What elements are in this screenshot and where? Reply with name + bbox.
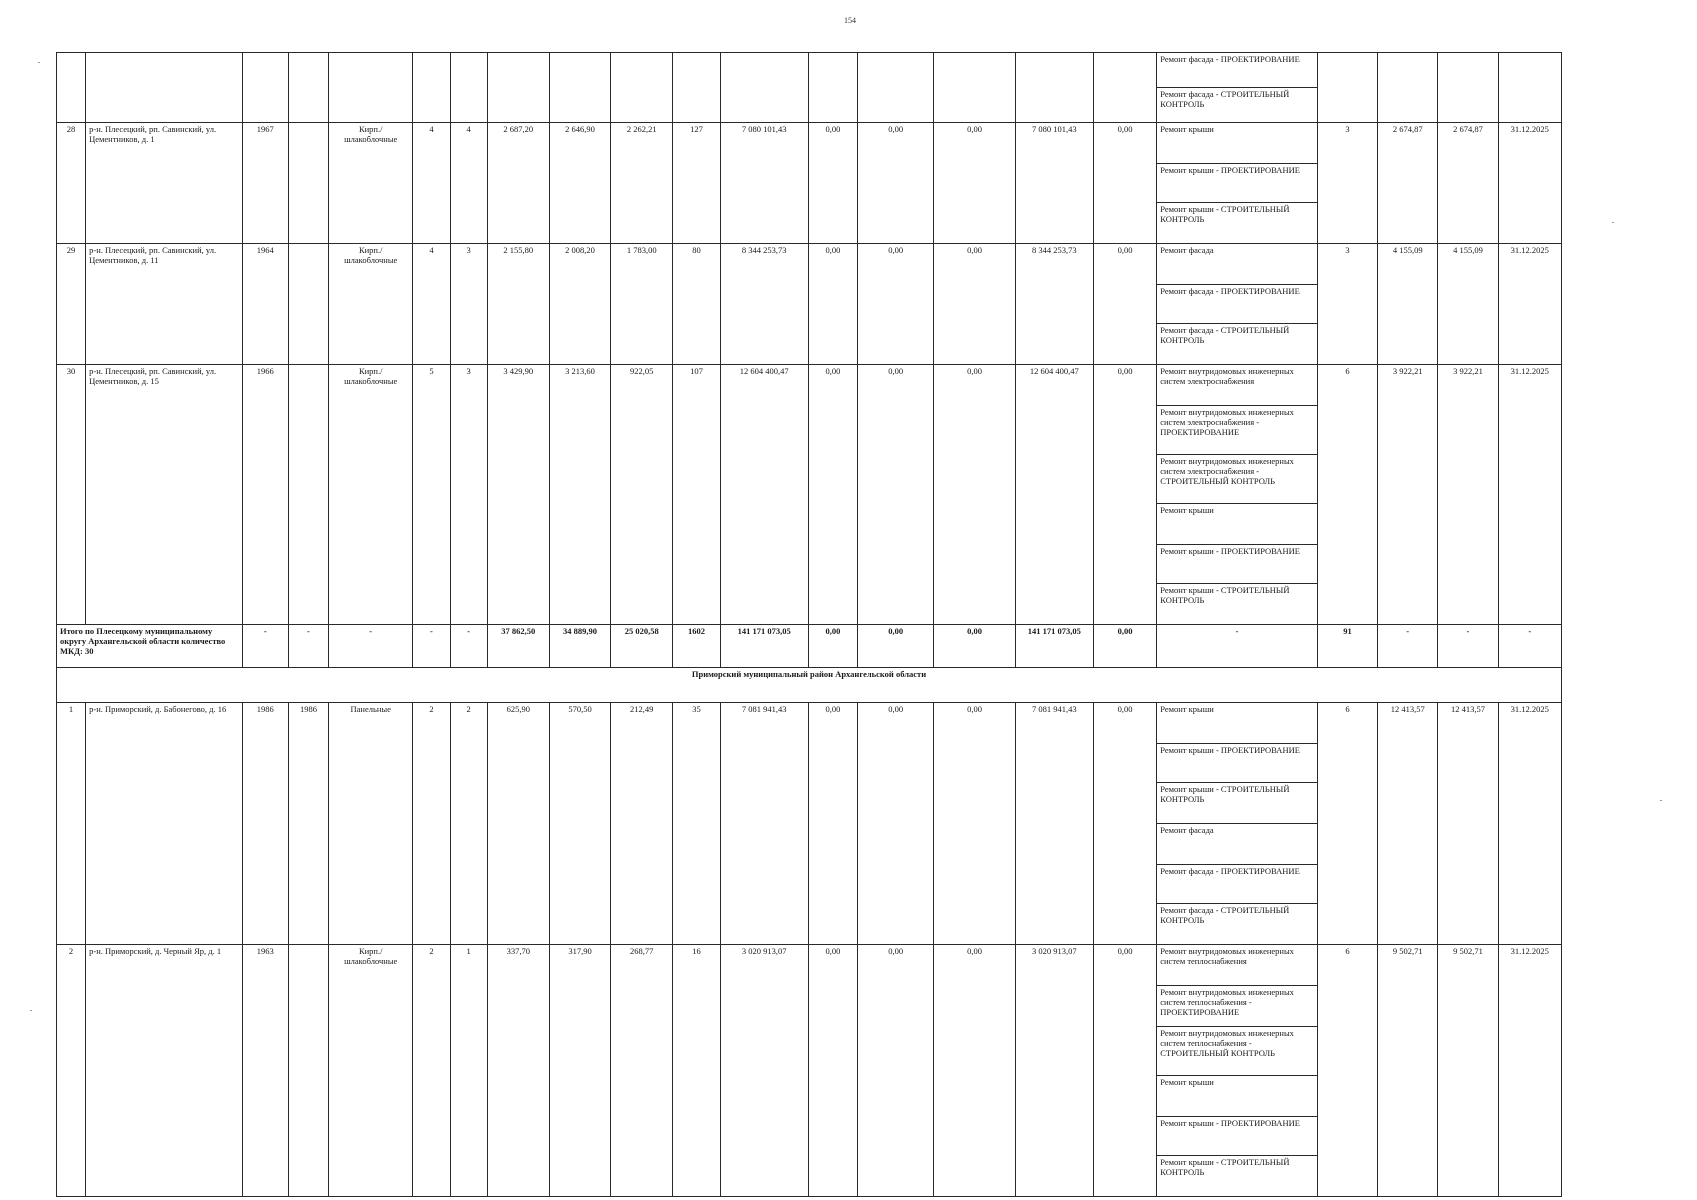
row-number: 2 [57, 945, 86, 1197]
total-dash: - [450, 625, 487, 668]
work-item: Ремонт фасада - ПРОЕКТИРОВАНИЕ [1157, 865, 1318, 904]
page-number: 154 [844, 16, 856, 25]
empty-cell [549, 53, 610, 123]
work-item: Ремонт крыши - ПРОЕКТИРОВАНИЕ [1157, 744, 1318, 783]
house-row [57, 244, 1562, 285]
work-item: Ремонт фасада - ПРОЕКТИРОВАНИЕ [1157, 53, 1318, 88]
area-living: 2 008,20 [549, 244, 610, 365]
fund-federal: 0,00 [808, 703, 857, 945]
residents: 107 [673, 365, 720, 625]
fund-owners: 7 080 101,43 [1015, 123, 1093, 244]
work-item: Ремонт фасада - ПРОЕКТИРОВАНИЕ [1157, 285, 1318, 324]
area-living: 317,90 [549, 945, 610, 1197]
cost-per-m2: 3 922,21 [1378, 365, 1438, 625]
empty-cell [487, 53, 549, 123]
work-item: Ремонт внутридомовых инженерных систем теплоснабжения - СТРОИТЕЛЬНЫЙ КОНТРОЛЬ [1157, 1027, 1318, 1076]
empty-cell [934, 53, 1015, 123]
area-total: 337,70 [487, 945, 549, 1197]
fund-municipal: 0,00 [934, 703, 1015, 945]
year-reconstructed [288, 365, 328, 625]
wall-material: Панельные [329, 703, 413, 945]
work-item: Ремонт крыши - СТРОИТЕЛЬНЫЙ КОНТРОЛЬ [1157, 783, 1318, 824]
entrances: 4 [450, 123, 487, 244]
limit-per-m2: 12 413,57 [1438, 703, 1498, 945]
fund-other: 0,00 [1093, 123, 1156, 244]
work-count: 6 [1317, 365, 1377, 625]
work-item: Ремонт крыши [1157, 703, 1318, 744]
fund-regional: 0,00 [858, 703, 934, 945]
cost-total: 3 020 913,07 [720, 945, 808, 1197]
work-item: Ремонт крыши [1157, 504, 1318, 545]
year-built: 1963 [242, 945, 288, 1197]
work-item: Ремонт внутридомовых инженерных систем теплоснабжения [1157, 945, 1318, 986]
total-work-dash: - [1157, 625, 1318, 668]
empty-cell [57, 53, 86, 123]
empty-cell [1015, 53, 1093, 123]
total-area-living: 34 889,90 [549, 625, 610, 668]
empty-cell [242, 53, 288, 123]
work-count: 3 [1317, 123, 1377, 244]
deadline: 31.12.2025 [1498, 123, 1561, 244]
fund-regional: 0,00 [858, 945, 934, 1197]
empty-cell [720, 53, 808, 123]
address: р-н. Плесецкий, рп. Савинский, ул. Цементников, д. 11 [86, 244, 243, 365]
cost-total: 7 080 101,43 [720, 123, 808, 244]
entrances: 3 [450, 365, 487, 625]
work-item: Ремонт крыши - СТРОИТЕЛЬНЫЙ КОНТРОЛЬ [1157, 584, 1318, 625]
empty-cell [450, 53, 487, 123]
cost-per-m2: 2 674,87 [1378, 123, 1438, 244]
limit-per-m2: 9 502,71 [1438, 945, 1498, 1197]
total-dash: - [1378, 625, 1438, 668]
fund-other: 0,00 [1093, 703, 1156, 945]
year-reconstructed [288, 945, 328, 1197]
area-total: 2 687,20 [487, 123, 549, 244]
wall-material: Кирп./ шлакоблочные [329, 945, 413, 1197]
fund-federal: 0,00 [808, 244, 857, 365]
limit-per-m2: 4 155,09 [1438, 244, 1498, 365]
cost-total: 12 604 400,47 [720, 365, 808, 625]
area-total: 625,90 [487, 703, 549, 945]
address: р-н. Плесецкий, рп. Савинский, ул. Цементников, д. 1 [86, 123, 243, 244]
work-item: Ремонт фасада [1157, 824, 1318, 865]
work-item: Ремонт внутридомовых инженерных систем электроснабжения - СТРОИТЕЛЬНЫЙ КОНТРОЛЬ [1157, 455, 1318, 504]
empty-cell [1438, 53, 1498, 123]
fund-municipal: 0,00 [934, 123, 1015, 244]
year-reconstructed [288, 244, 328, 365]
total-fund-other: 0,00 [1093, 625, 1156, 668]
area-living: 2 646,90 [549, 123, 610, 244]
work-count: 3 [1317, 244, 1377, 365]
total-row [57, 625, 1562, 668]
cost-per-m2: 4 155,09 [1378, 244, 1438, 365]
work-count: 6 [1317, 703, 1377, 945]
section-row [57, 668, 1562, 703]
fund-regional: 0,00 [858, 123, 934, 244]
work-item: Ремонт фасада - СТРОИТЕЛЬНЫЙ КОНТРОЛЬ [1157, 88, 1318, 123]
work-item: Ремонт крыши - СТРОИТЕЛЬНЫЙ КОНТРОЛЬ [1157, 203, 1318, 244]
fund-owners: 12 604 400,47 [1015, 365, 1093, 625]
house-row [57, 703, 1562, 744]
fund-federal: 0,00 [808, 365, 857, 625]
residents: 16 [673, 945, 720, 1197]
residents: 35 [673, 703, 720, 945]
area-owned: 268,77 [611, 945, 673, 1197]
total-fund-owners: 141 171 073,05 [1015, 625, 1093, 668]
total-dash: - [288, 625, 328, 668]
fund-federal: 0,00 [808, 123, 857, 244]
row-number: 1 [57, 703, 86, 945]
fund-other: 0,00 [1093, 365, 1156, 625]
year-reconstructed: 1986 [288, 703, 328, 945]
work-item: Ремонт крыши [1157, 123, 1318, 164]
total-dash: - [1498, 625, 1561, 668]
total-cost-total: 141 171 073,05 [720, 625, 808, 668]
fund-other: 0,00 [1093, 945, 1156, 1197]
deadline: 31.12.2025 [1498, 703, 1561, 945]
floors: 5 [413, 365, 450, 625]
cost-per-m2: 12 413,57 [1378, 703, 1438, 945]
fund-municipal: 0,00 [934, 244, 1015, 365]
total-label: Итого по Плесецкому муниципальному округу Архангельской области количество МКД: 30 [57, 625, 243, 668]
cost-per-m2: 9 502,71 [1378, 945, 1438, 1197]
wall-material: Кирп./ шлакоблочные [329, 365, 413, 625]
floors: 4 [413, 123, 450, 244]
year-built: 1986 [242, 703, 288, 945]
row-number: 29 [57, 244, 86, 365]
fund-federal: 0,00 [808, 945, 857, 1197]
total-fund-reg: 0,00 [858, 625, 934, 668]
total-dash: - [329, 625, 413, 668]
total-dash: - [1438, 625, 1498, 668]
scan-speck [1660, 800, 1662, 801]
address: р-н. Приморский, д. Черный Яр, д. 1 [86, 945, 243, 1197]
area-owned: 922,05 [611, 365, 673, 625]
address: р-н. Плесецкий, рп. Савинский, ул. Цементников, д. 15 [86, 365, 243, 625]
fund-owners: 7 081 941,43 [1015, 703, 1093, 945]
year-built: 1967 [242, 123, 288, 244]
fund-municipal: 0,00 [934, 945, 1015, 1197]
section-title: Приморский муниципальный район Архангельской области [57, 668, 1562, 703]
deadline: 31.12.2025 [1498, 365, 1561, 625]
empty-cell [329, 53, 413, 123]
fund-owners: 8 344 253,73 [1015, 244, 1093, 365]
area-living: 570,50 [549, 703, 610, 945]
work-count: 6 [1317, 945, 1377, 1197]
empty-cell [858, 53, 934, 123]
limit-per-m2: 3 922,21 [1438, 365, 1498, 625]
empty-cell [1317, 53, 1377, 123]
address: р-н. Приморский, д. Бабонегово, д. 16 [86, 703, 243, 945]
row-number: 28 [57, 123, 86, 244]
row-number: 30 [57, 365, 86, 625]
work-item: Ремонт крыши - СТРОИТЕЛЬНЫЙ КОНТРОЛЬ [1157, 1156, 1318, 1197]
area-total: 3 429,90 [487, 365, 549, 625]
scan-speck [1612, 222, 1614, 223]
entrances: 3 [450, 244, 487, 365]
work-item: Ремонт внутридомовых инженерных систем электроснабжения [1157, 365, 1318, 406]
work-item: Ремонт фасада - СТРОИТЕЛЬНЫЙ КОНТРОЛЬ [1157, 324, 1318, 365]
empty-cell [808, 53, 857, 123]
empty-cell [1378, 53, 1438, 123]
fund-owners: 3 020 913,07 [1015, 945, 1093, 1197]
total-dash: - [242, 625, 288, 668]
total-area-owned: 25 020,58 [611, 625, 673, 668]
total-dash: - [413, 625, 450, 668]
fund-regional: 0,00 [858, 244, 934, 365]
work-item: Ремонт фасада - СТРОИТЕЛЬНЫЙ КОНТРОЛЬ [1157, 904, 1318, 945]
house-row [57, 945, 1562, 986]
residents: 127 [673, 123, 720, 244]
house-row [57, 365, 1562, 406]
area-owned: 212,49 [611, 703, 673, 945]
fund-other: 0,00 [1093, 244, 1156, 365]
area-owned: 2 262,21 [611, 123, 673, 244]
year-reconstructed [288, 123, 328, 244]
residents: 80 [673, 244, 720, 365]
work-item: Ремонт крыши - ПРОЕКТИРОВАНИЕ [1157, 545, 1318, 584]
scan-speck [38, 62, 40, 63]
entrances: 2 [450, 703, 487, 945]
area-total: 2 155,80 [487, 244, 549, 365]
work-item: Ремонт крыши - ПРОЕКТИРОВАНИЕ [1157, 1117, 1318, 1156]
total-fund-fed: 0,00 [808, 625, 857, 668]
register-body [57, 53, 1562, 1197]
empty-cell [1093, 53, 1156, 123]
empty-cell [86, 53, 243, 123]
limit-per-m2: 2 674,87 [1438, 123, 1498, 244]
empty-cell [288, 53, 328, 123]
area-living: 3 213,60 [549, 365, 610, 625]
total-area-total: 37 862,50 [487, 625, 549, 668]
cost-total: 8 344 253,73 [720, 244, 808, 365]
house-row [57, 123, 1562, 164]
work-item: Ремонт внутридомовых инженерных систем теплоснабжения - ПРОЕКТИРОВАНИЕ [1157, 986, 1318, 1027]
year-built: 1964 [242, 244, 288, 365]
total-fund-mun: 0,00 [934, 625, 1015, 668]
deadline: 31.12.2025 [1498, 244, 1561, 365]
fund-regional: 0,00 [858, 365, 934, 625]
wall-material: Кирп./ шлакоблочные [329, 123, 413, 244]
area-owned: 1 783,00 [611, 244, 673, 365]
total-work-count: 91 [1317, 625, 1377, 668]
wall-material: Кирп./ шлакоблочные [329, 244, 413, 365]
empty-cell [673, 53, 720, 123]
work-item: Ремонт внутридомовых инженерных систем электроснабжения - ПРОЕКТИРОВАНИЕ [1157, 406, 1318, 455]
floors: 4 [413, 244, 450, 365]
continuation-row [57, 53, 1562, 88]
cost-total: 7 081 941,43 [720, 703, 808, 945]
work-item: Ремонт крыши [1157, 1076, 1318, 1117]
total-residents: 1602 [673, 625, 720, 668]
empty-cell [611, 53, 673, 123]
empty-cell [1498, 53, 1561, 123]
fund-municipal: 0,00 [934, 365, 1015, 625]
entrances: 1 [450, 945, 487, 1197]
floors: 2 [413, 945, 450, 1197]
repair-register-table [56, 52, 1562, 1197]
empty-cell [413, 53, 450, 123]
deadline: 31.12.2025 [1498, 945, 1561, 1197]
work-item: Ремонт фасада [1157, 244, 1318, 285]
scan-speck [30, 1010, 32, 1011]
work-item: Ремонт крыши - ПРОЕКТИРОВАНИЕ [1157, 164, 1318, 203]
year-built: 1966 [242, 365, 288, 625]
floors: 2 [413, 703, 450, 945]
